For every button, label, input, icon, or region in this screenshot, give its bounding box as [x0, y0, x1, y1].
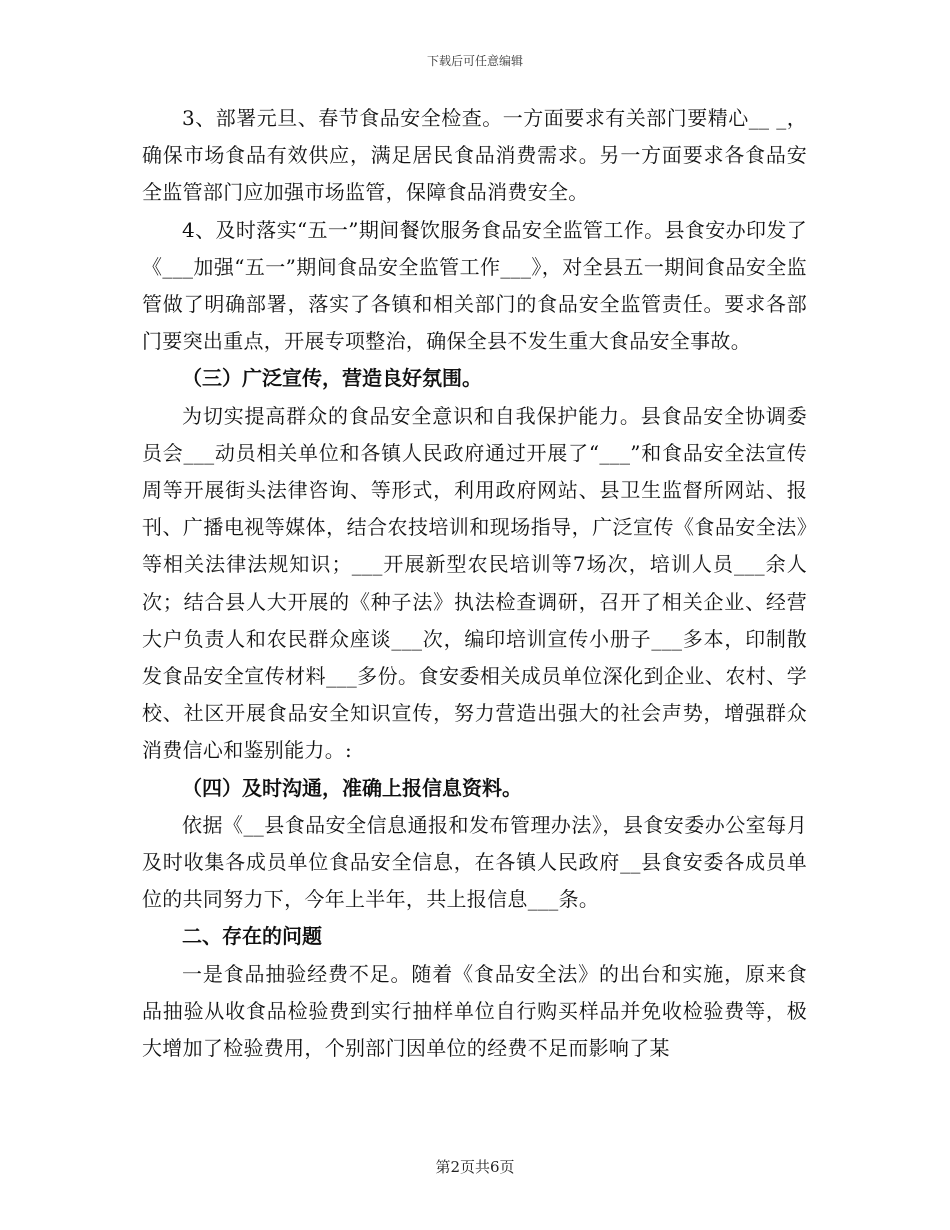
section-heading-problems: 二、存在的问题 — [182, 924, 322, 949]
document-body — [142, 100, 807, 1067]
paragraph-4: 依据《__县食品安全信息通报和发布管理办法》，县食安委办公室每月及时收集各成员单位食品安全信息，在各镇人民政府__县食安委各成员单位的共同努力下，今年上半年，共上报信息___条。 — [142, 812, 807, 912]
page-number: 第2页共6页 — [435, 1158, 515, 1176]
paragraph-5: 一是食品抽验经费不足。随着《食品安全法》的出台和实施，原来食品抽验从收食品检验费到实行抽样单位自行购买样品并免收检验费等，极大增加了检验费用，个别部门因单位的经费不足而影响了某 — [142, 961, 807, 1061]
paragraph-2: 4、及时落实“五一”期间餐饮服务食品安全监管工作。县食安办印发了《___加强“五一”期间食品安全监管工作___》，对全县五一期间食品安全监管做了明确部署，落实了各镇和相关部门的食品安全监管责任。要求各部门要突出重点，开展专项整治，确保全县不发生重大食品安全事故。 — [142, 217, 807, 354]
section-heading-3: （三）广泛宣传，营造良好氛围。 — [182, 366, 482, 391]
section-heading-4: （四）及时沟通，准确上报信息资料。 — [182, 775, 522, 800]
page-header-note: 下载后可任意编辑 — [426, 54, 523, 68]
paragraph-1: 3、部署元旦、春节食品安全检查。一方面要求有关部门要精心__ _，确保市场食品有效供应，满足居民食品消费需求。另一方面要求各食品安全监管部门应加强市场监管，保障食品消费安全。 — [142, 106, 807, 205]
paragraph-3: 为切实提高群众的食品安全意识和自我保护能力。县食品安全协调委员会___动员相关单位和各镇人民政府通过开展了“___”和食品安全法宣传周等开展街头法律咨询、等形式，利用政府网站、县卫生监督所网站、报刊、广播电视等媒体，结合农技培训和现场指导，广泛宣传《食品安全法》等相关法律法规知识；___开展新型农民培训等7场次，培训人员___余人次；结合县人大开展的《种子法》执法检查调研，召开了相关企业、经营大户负责人和农民群众座谈___次，编印培训宣传小册子___多本，印制散发食品安全宣传材料___多份。食安委相关成员单位深化到企业、农村、学校、社区开展食品安全知识宣传，努力营造出强大的社会声势，增强群众消费信心和鉴别能力。: — [142, 403, 807, 763]
